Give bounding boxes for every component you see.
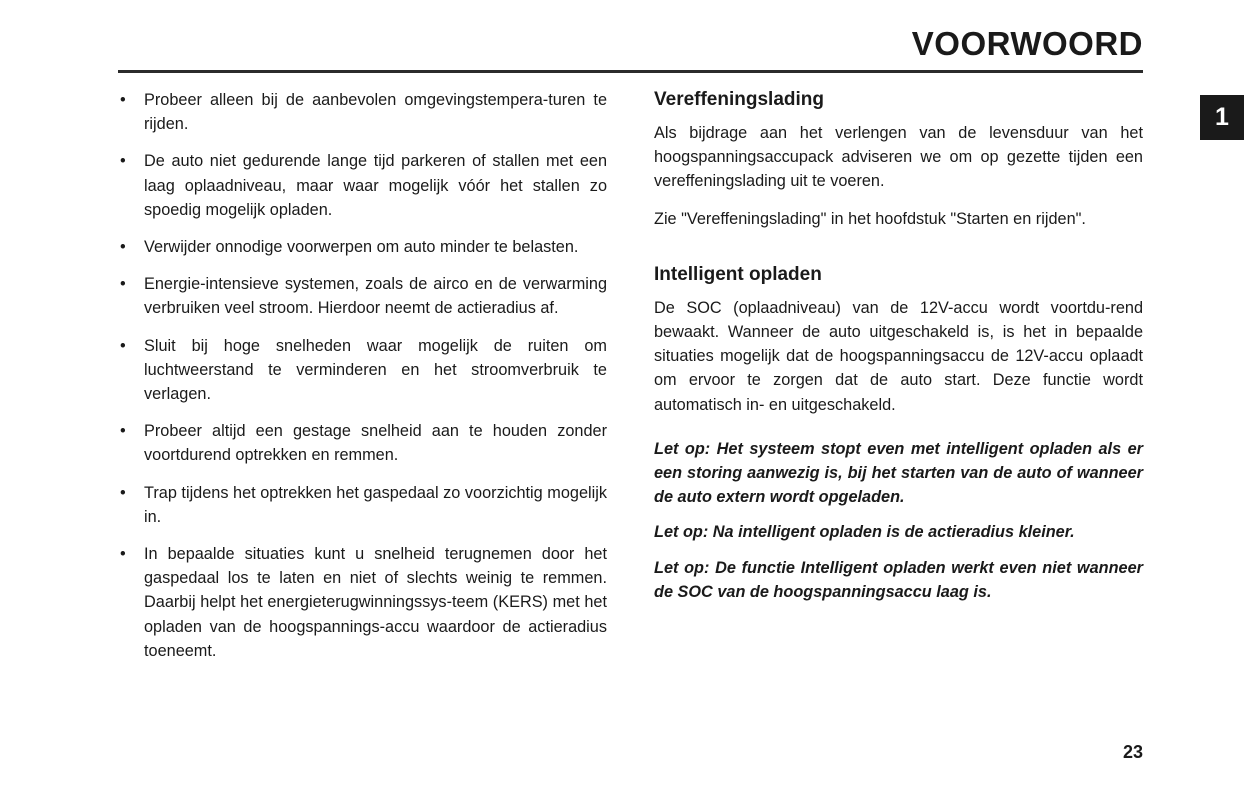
section-paragraph: De SOC (oplaadniveau) van de 12V-accu wordt voortdu-rend bewaakt. Wanneer de auto uitgeschakeld is, is het in bepaalde situaties mogelijk dat de hoogspanningsaccu de 12V-accu oplaadt om ervoor te zorgen dat de auto start. Deze functie wordt automatisch in- en uitgeschakeld. [654, 298, 1143, 414]
list-item [118, 235, 607, 259]
header-divider [118, 70, 1143, 73]
note-item: Let op: Het systeem stopt even met intelligent opladen als er een storing aanwezig is, bij het starten van de auto of wanneer de auto extern wordt opgeladen. [654, 439, 1143, 507]
list-item [118, 481, 607, 529]
list-item-text: Probeer alleen bij de aanbevolen omgevingstempera-turen te rijden. [144, 91, 607, 134]
bullet-icon: • [120, 545, 126, 564]
list-item [118, 334, 607, 407]
list-item [118, 542, 607, 663]
bullet-icon: • [120, 275, 126, 294]
tips-bullet-list [118, 88, 607, 663]
notes-block [654, 437, 1143, 604]
list-item-text: De auto niet gedurende lange tijd parkeren of stallen met een laag oplaadniveau, maar waar mogelijk vóór het stallen zo spoedig mogelijk opladen. [144, 152, 607, 219]
chapter-number-tab [1200, 95, 1244, 140]
chapter-number-label: 1 [1215, 103, 1229, 131]
section-paragraph: Als bijdrage aan het verlengen van de levensduur van het hoogspanningsaccupack adviseren we om op gezette tijden een vereffeningslading uit te voeren. [654, 124, 1143, 191]
list-item-text: In bepaalde situaties kunt u snelheid terugnemen door het gaspedaal los te laten en niet of slechts weinig te remmen. Daarbij helpt het energieterugwinningssys-teem (KERS) met het opladen van de hoogspannings-accu waardoor de actieradius toeneemt. [144, 545, 607, 660]
list-item-text: Trap tijdens het optrekken het gaspedaal zo voorzichtig mogelijk in. [144, 483, 607, 526]
section-vereffeningslading [654, 88, 1143, 231]
bullet-icon: • [120, 91, 126, 109]
section-paragraph: Zie "Vereffeningslading" in het hoofdstuk "Starten en rijden". [654, 209, 1086, 228]
bullet-icon: • [120, 238, 126, 257]
list-item [118, 88, 607, 136]
list-item-text: Energie-intensieve systemen, zoals de airco en de verwarming verbruiken veel stroom. Hierdoor neemt de actieradius af. [144, 275, 607, 318]
list-item-text: Probeer altijd een gestage snelheid aan te houden zonder voortdurend optrekken en remmen. [144, 422, 607, 465]
note-item: Let op: Na intelligent opladen is de actieradius kleiner. [654, 523, 1075, 542]
right-column [654, 88, 1143, 604]
section-intelligent-opladen [654, 263, 1143, 604]
page-header [118, 24, 1143, 73]
left-column [118, 88, 607, 663]
list-item [118, 272, 607, 320]
bullet-icon: • [120, 422, 126, 441]
bullet-icon: • [120, 336, 126, 355]
list-item-text: Sluit bij hoge snelheden waar mogelijk de ruiten om luchtweerstand te verminderen en het stroomverbruik te verlagen. [144, 336, 607, 404]
list-item [118, 149, 607, 222]
list-item-text: Verwijder onnodige voorwerpen om auto minder te belasten. [144, 238, 579, 257]
section-heading-intelligent-opladen: Intelligent opladen [654, 263, 822, 285]
bullet-icon: • [120, 483, 126, 502]
page-number: 23 [1122, 742, 1143, 762]
note-item: Let op: De functie Intelligent opladen werkt even niet wanneer de SOC van de hoogspanningsaccu laag is. [654, 558, 1143, 601]
list-item [118, 419, 607, 467]
bullet-icon: • [120, 152, 126, 171]
section-heading-vereffeningslading: Vereffeningslading [654, 89, 824, 110]
page-title: VOORWOORD [911, 25, 1143, 62]
